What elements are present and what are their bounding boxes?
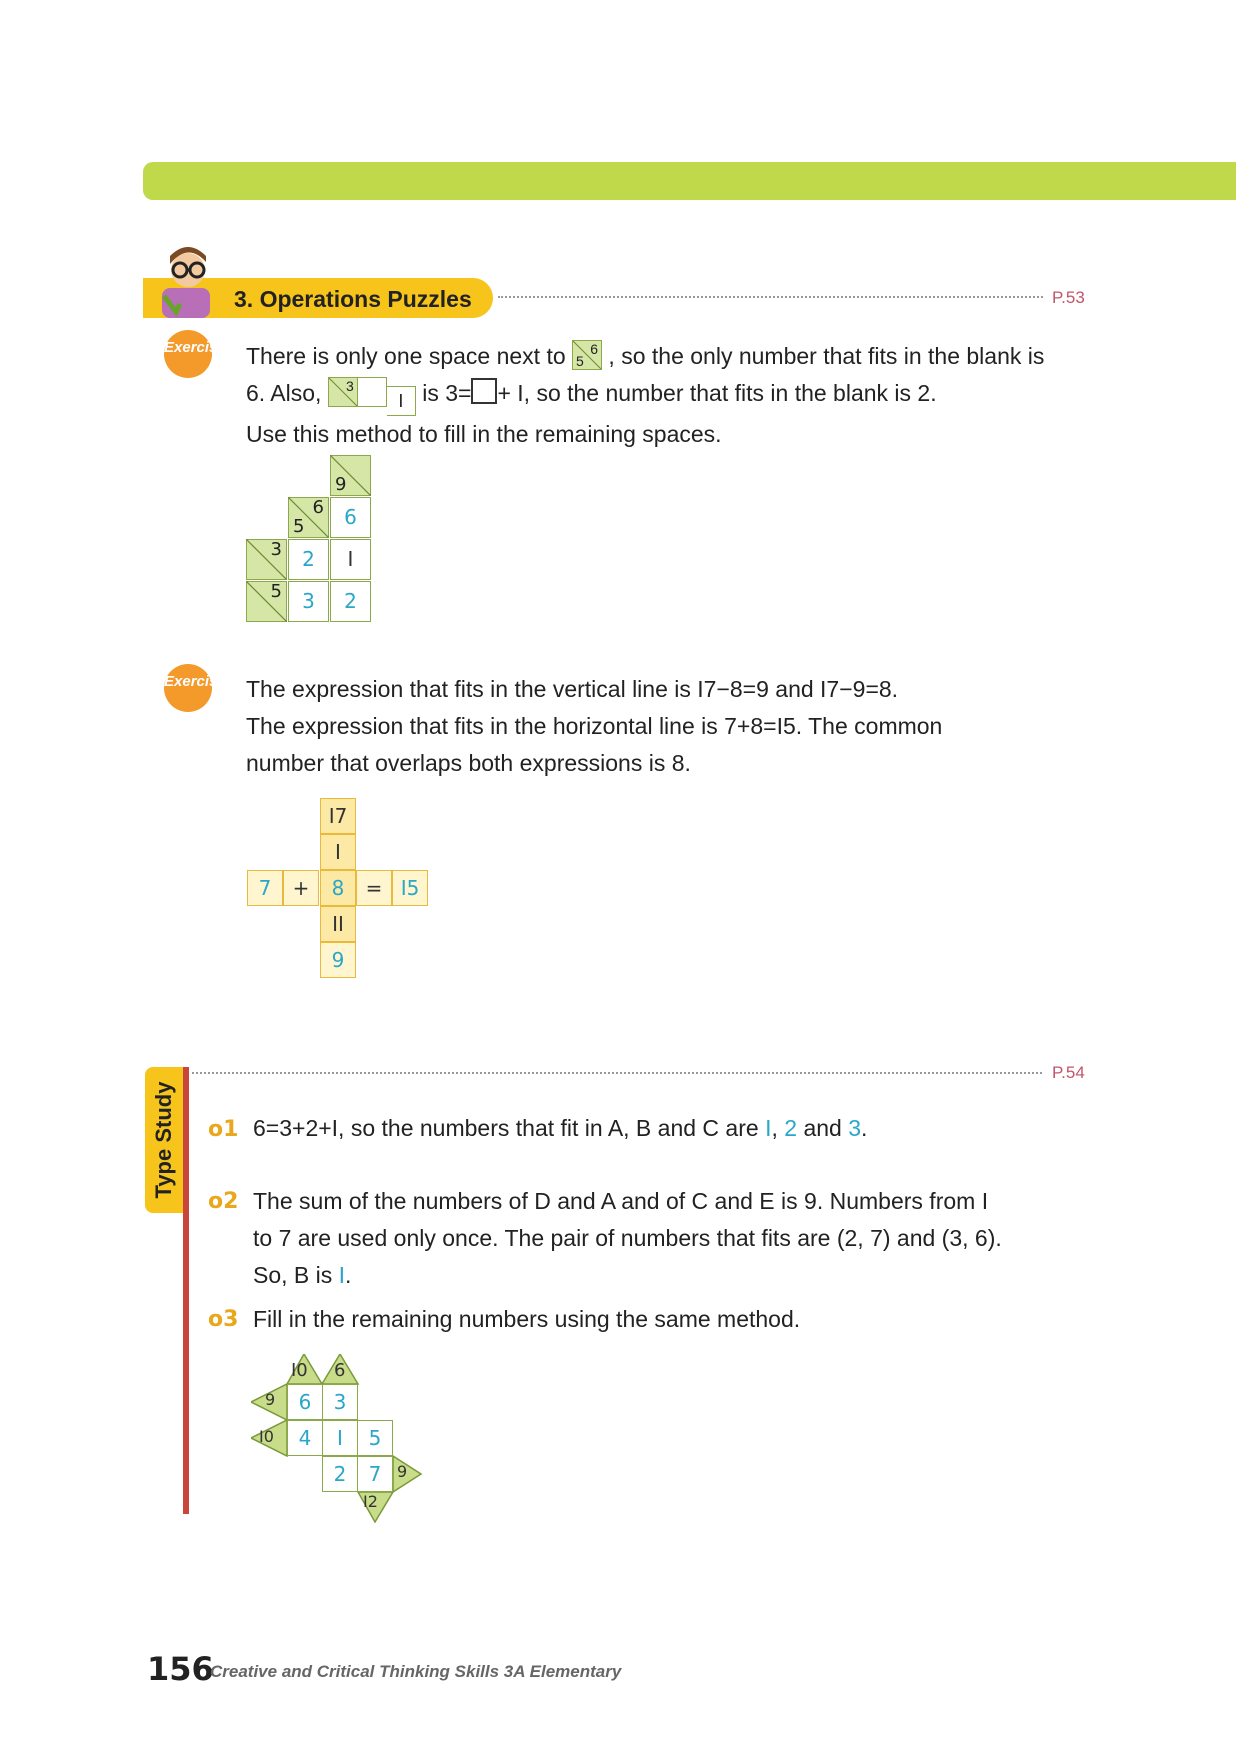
answer-cell: 2 [330,581,371,622]
exercise2-text: The expression that fits in the vertical line is I7−8=9 and I7−9=8. The expression that fits in the horizontal line is 7+8=I5. The common number that overlaps both expressions is 8. [246,676,943,776]
clue-text: 6 [334,1360,346,1381]
page-number: 156 [147,1650,214,1688]
exercise-badge: Exercise [164,330,212,378]
question-number: o3 [208,1307,239,1332]
answer-cell: 3 [288,581,329,622]
cross-cell: I5 [392,870,428,906]
divider [498,296,1043,298]
clue-text: 9 [397,1462,408,1481]
clue-cell: 9 [330,455,371,496]
page-ref: P.54 [1052,1063,1085,1082]
cross-cell: + [283,870,319,906]
cross-cell: 9 [320,942,356,978]
cross-cell: = [356,870,392,906]
header-bar [143,162,1236,200]
answer-cell: I [322,1420,358,1456]
triangle-grid [251,1354,426,1524]
answer-cell: 2 [288,539,329,580]
mascot-icon [150,240,230,320]
clue-text: I0 [259,1427,274,1446]
answer-cell: 2 [322,1456,358,1492]
answer-cell: 6 [330,497,371,538]
answer-cell: 3 [322,1384,358,1420]
cross-cell: 8 [320,870,356,906]
inline-clue-cell: 5 6 [572,340,602,370]
type-study-tab: Type Study [145,1067,183,1213]
cross-cell: II [320,906,356,942]
cross-cell: I [320,834,356,870]
clue-text: I0 [291,1360,308,1381]
exercise1-text: There is only one space next to 5 6 , so the only number that fits in the blank is 6. Also, 3 I is 3= + I, so the number that fits in the blank is 2. Use this method to fill in the remaining spaces. [246,341,1045,447]
cross-cell: 7 [247,870,283,906]
blank-cell [358,377,387,407]
page-ref: P.53 [1052,288,1085,307]
q3-text: Fill in the remaining numbers using the same method. [253,1306,801,1332]
inline-value-cell: I [387,386,416,416]
question-number: o1 [208,1117,239,1142]
side-rail [183,1067,189,1514]
q1-text: 6=3+2+I, so the numbers that fit in A, B and C are I, 2 and 3. [253,1115,868,1141]
q2-text: The sum of the numbers of D and A and of C and E is 9. Numbers from I to 7 are used only once. The pair of numbers that fits are (2, 7) and (3, 6). So, B is I. [253,1188,1002,1288]
clue-cell: 5 6 [288,497,329,538]
question-number: o2 [208,1189,239,1214]
answer-cell: 7 [357,1456,393,1492]
section-title: 3. Operations Puzzles [234,286,472,312]
divider [192,1072,1042,1074]
clue-text: 9 [265,1390,276,1409]
blank-box [471,378,497,404]
cross-puzzle [247,798,431,980]
kakuro-grid [246,455,376,625]
book-title: Creative and Critical Thinking Skills 3A Elementary [210,1662,622,1681]
clue-cell: 5 [246,581,287,622]
clue-cell: 3 [246,539,287,580]
exercise-badge: Exercise [164,664,212,712]
inline-clue-cell: 3 [328,377,358,407]
answer-cell: 6 [287,1384,323,1420]
cross-cell: I7 [320,798,356,834]
answer-cell: 4 [287,1420,323,1456]
clue-text: I2 [363,1492,378,1511]
answer-cell: 5 [357,1420,393,1456]
given-cell: I [330,539,371,580]
